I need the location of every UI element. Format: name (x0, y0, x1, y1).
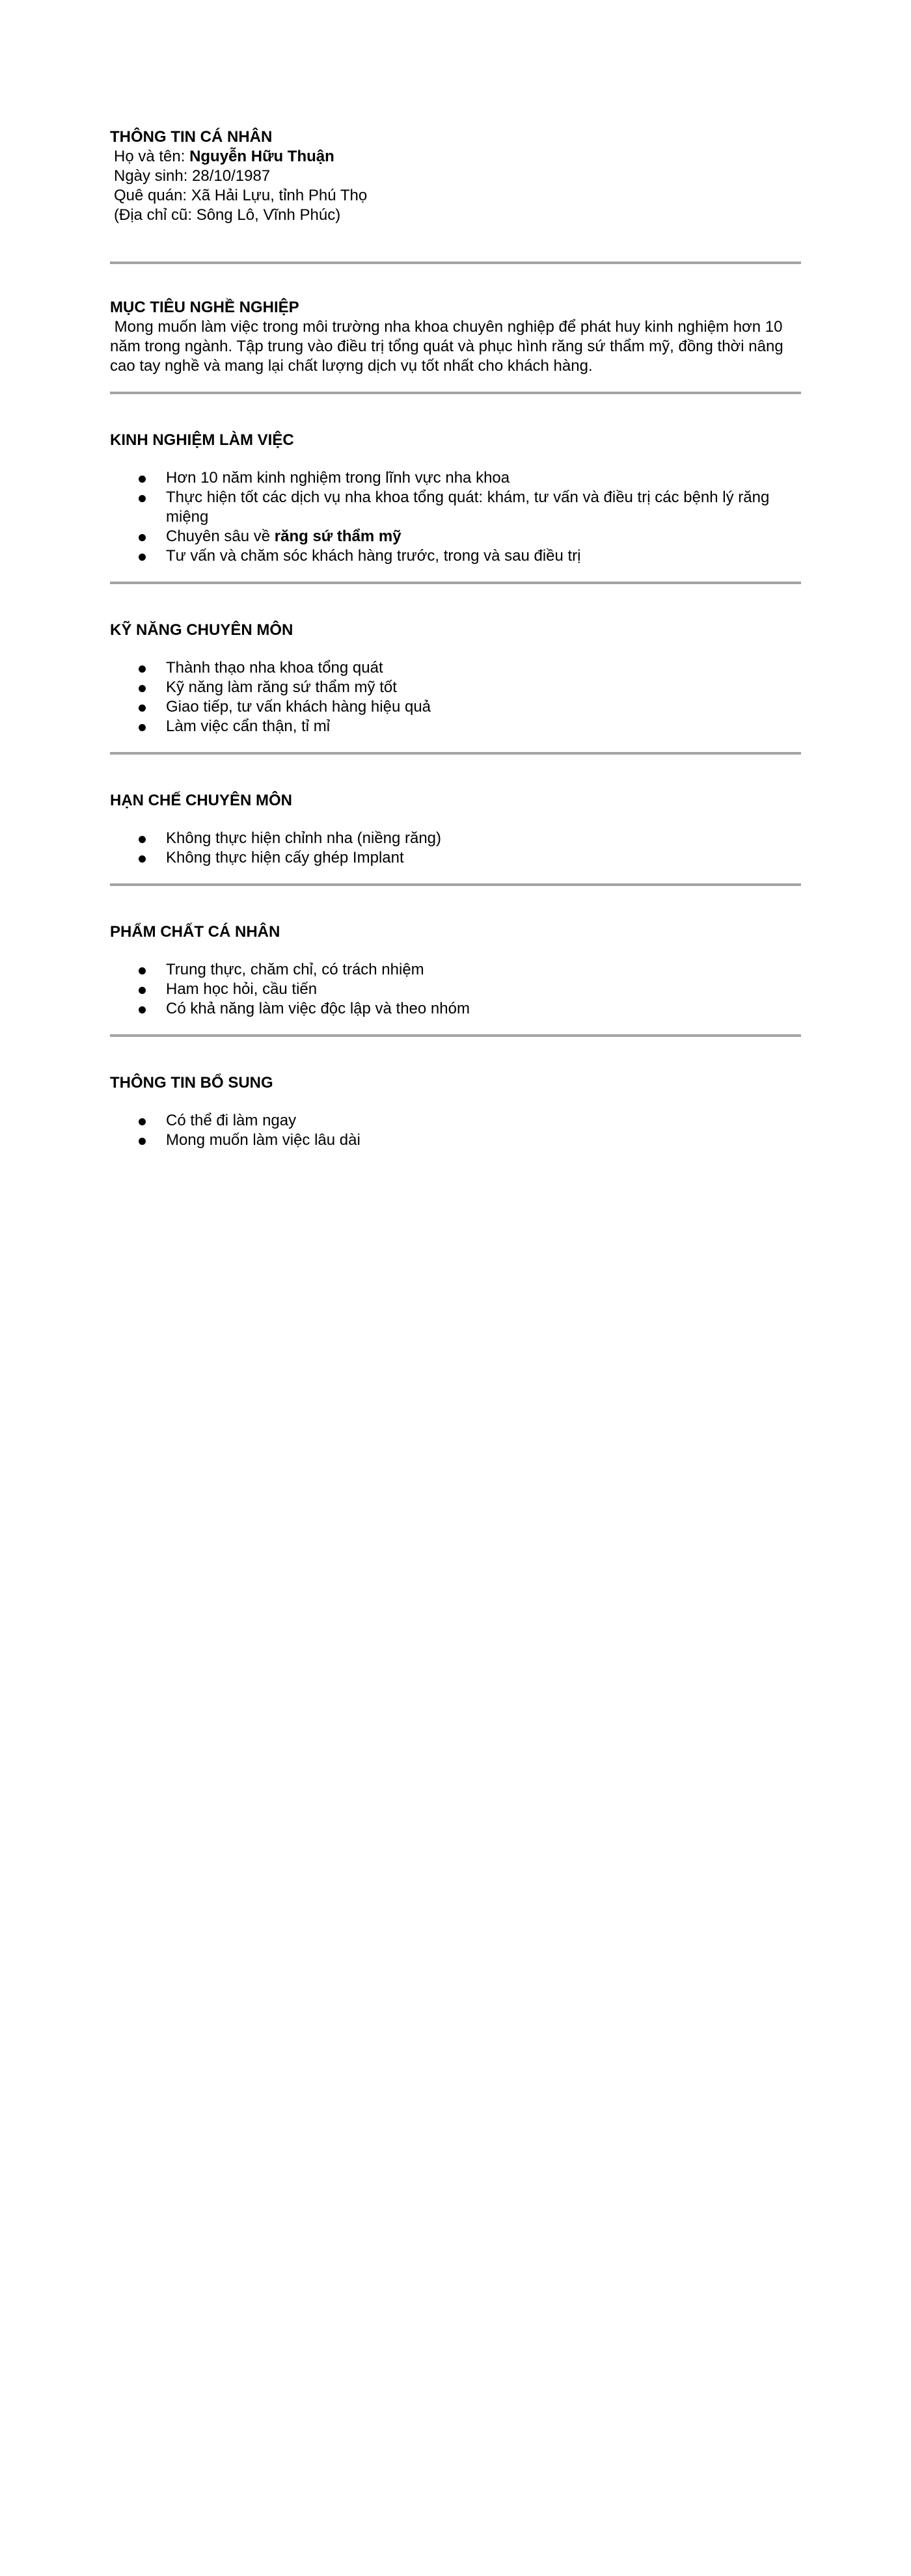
personal-qualities-list (110, 960, 801, 1019)
list-item: Có khả năng làm việc độc lập và theo nhóm (110, 999, 801, 1019)
bullet-icon (139, 724, 146, 731)
list-item: Chuyên sâu về răng sứ thẩm mỹ (110, 527, 801, 546)
section-work-experience (110, 431, 801, 566)
bullet-icon (139, 987, 146, 994)
limitations-list (110, 829, 801, 868)
full-name-line (110, 147, 801, 167)
section-title-personal-info: THÔNG TIN CÁ NHÂN (110, 128, 273, 146)
list-item: Giao tiếp, tư vấn khách hàng hiệu quả (110, 697, 801, 717)
bullet-icon (139, 855, 146, 863)
list-item: Có thể đi làm ngay (110, 1111, 801, 1131)
list-item: Mong muốn làm việc lâu dài (110, 1131, 801, 1150)
skills-list (110, 658, 801, 736)
career-objective-text: Mong muốn làm việc trong môi trường nha khoa chuyên nghiệp để phát huy kinh nghiệm hơn 10 năm trong ngành. Tập trung vào điều trị tổng quát và phục hình răng sứ thẩm mỹ, đồng thời nâng cao tay nghề và mang lại chất lượng dịch vụ tốt nhất cho khách hàng. (110, 318, 788, 375)
bullet-icon (139, 836, 146, 843)
additional-info-list (110, 1111, 801, 1150)
section-title-additional-info: THÔNG TIN BỔ SUNG (110, 1074, 273, 1092)
bullet-icon (139, 967, 146, 974)
section-limitations (110, 791, 801, 868)
emphasis-text: răng sứ thẩm mỹ (274, 528, 401, 545)
bullet-icon (139, 495, 146, 502)
list-item: Hơn 10 năm kinh nghiệm trong lĩnh vực nha khoa (110, 468, 801, 488)
full-name-label: Họ và tên: (114, 148, 190, 165)
bullet-icon (139, 685, 146, 692)
hometown: Quê quán: Xã Hải Lựu, tỉnh Phú Thọ (114, 187, 368, 204)
bullet-icon (139, 704, 146, 712)
section-career-objective (110, 298, 801, 376)
section-title-limitations: HẠN CHẾ CHUYÊN MÔN (110, 792, 293, 809)
list-item: Trung thực, chăm chỉ, có trách nhiệm (110, 960, 801, 980)
bullet-icon (139, 476, 146, 483)
bullet-icon (139, 554, 146, 561)
section-title-career-objective: MỤC TIÊU NGHỀ NGHIỆP (110, 299, 299, 316)
section-personal-info (110, 127, 801, 225)
section-skills (110, 621, 801, 736)
bullet-icon (139, 1138, 146, 1145)
bullet-icon (139, 665, 146, 673)
bullet-icon (139, 1006, 146, 1013)
date-of-birth: Ngày sinh: 28/10/1987 (114, 167, 271, 185)
list-item: Thành thạo nha khoa tổng quát (110, 658, 801, 678)
list-item: Không thực hiện chỉnh nha (niềng răng) (110, 829, 801, 848)
full-name-value: Nguyễn Hữu Thuận (189, 148, 334, 165)
section-additional-info (110, 1073, 801, 1150)
section-title-personal-qualities: PHẨM CHẤT CÁ NHÂN (110, 923, 280, 941)
section-title-work-experience: KINH NGHIỆM LÀM VIỆC (110, 431, 294, 449)
list-item: Làm việc cẩn thận, tỉ mỉ (110, 717, 801, 736)
resume-document (110, 127, 801, 1150)
list-item: Ham học hỏi, cầu tiến (110, 980, 801, 999)
list-item: Tư vấn và chăm sóc khách hàng trước, trong và sau điều trị (110, 546, 801, 566)
work-experience-list (110, 468, 801, 566)
list-item: Thực hiện tốt các dịch vụ nha khoa tổng quát: khám, tư vấn và điều trị các bệnh lý răng miệng (110, 488, 801, 527)
section-personal-qualities (110, 922, 801, 1019)
bullet-icon (139, 534, 146, 541)
list-item: Kỹ năng làm răng sứ thẩm mỹ tốt (110, 678, 801, 697)
bullet-icon (139, 1118, 146, 1125)
old-address: (Địa chỉ cũ: Sông Lô, Vĩnh Phúc) (114, 206, 341, 224)
section-title-skills: KỸ NĂNG CHUYÊN MÔN (110, 621, 293, 639)
list-item: Không thực hiện cấy ghép Implant (110, 848, 801, 868)
